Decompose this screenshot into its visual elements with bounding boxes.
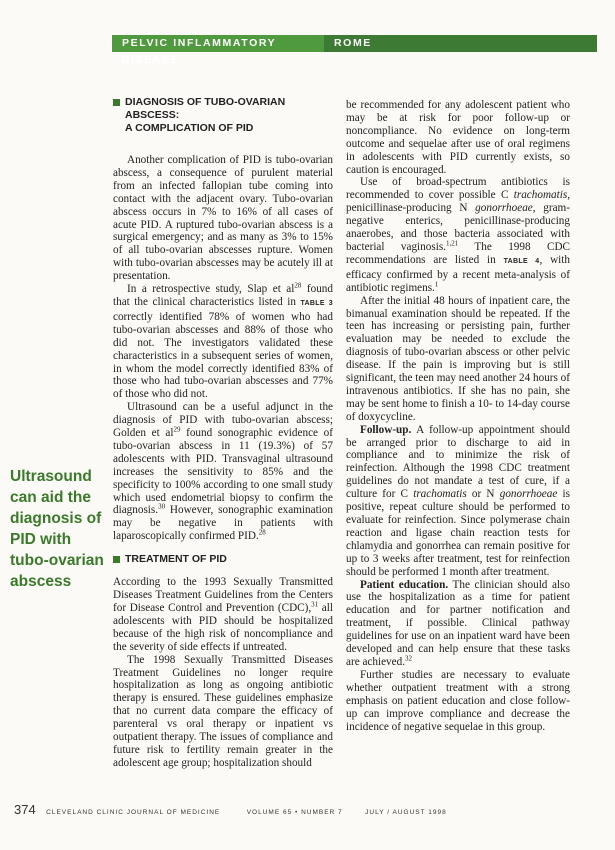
paragraph: The 1998 Sexually Transmitted Diseases Treatment Guidelines no longer require hospitalization as long as ongoing antibiotic therapy is ensured. These guidelines emphasize that no current data compare the efficacy of parenteral vs oral therapy or inpatient vs outpatient therapy. The issues of compliance and future risk to fertility remain greater in the adolescent age group; hospitalization should — [113, 653, 333, 769]
citation: 32 — [405, 654, 413, 663]
page-footer — [14, 801, 574, 819]
paragraph: Use of broad-spectrum antibiotics is recommended to cover possible C trachomatis, penicillinase-producing N gonorrhoeae, gram-negative enterics, penicillinase-producing anaerobes, and those bacteria associated with bacterial vaginosis.$^{1,21}$ The 1998 CDC recommendations are listed in TABLE 4, with efficacy confirmed by a recent meta-analysis of antibiotic regimens.$^1$ — [346, 176, 570, 294]
pull-quote-line: can aid the — [10, 489, 91, 506]
section-heading-tubo-ovarian: DIAGNOSIS OF TUBO-OVARIAN ABSCESS: A COMPLICATION OF PID — [113, 96, 333, 135]
citation: 1,21 — [445, 239, 459, 248]
pull-quote-line: diagnosis of — [10, 510, 102, 527]
pull-quote-line: PID with — [10, 531, 72, 548]
section-title: PELVIC INFLAMMATORY DISEASE — [112, 35, 324, 52]
square-bullet-icon — [113, 99, 120, 106]
citation: 28 — [294, 281, 302, 290]
section-heading-treatment: TREATMENT OF PID — [113, 553, 333, 566]
left-column — [113, 96, 333, 770]
table-reference: TABLE 3 — [300, 299, 333, 307]
journal-name: CLEVELAND CLINIC JOURNAL OF MEDICINE — [46, 809, 221, 816]
pull-quote-line: tubo-ovarian — [10, 552, 104, 569]
paragraph: In a retrospective study, Slap et $al^{28}$ found that the clinical characteristics listed in TABLE 3 correctly identified 78% of women who had tubo-ovarian abscesses and 88% of those who did not. The investigators validated these characteristics in a subsequent series of women, in whom the model correctly identified 83% of those who had tubo-ovarian abscesses and 77% of those who did not. — [113, 281, 333, 401]
citation: 30 — [158, 502, 166, 511]
journal-date: JULY / AUGUST 1998 — [365, 809, 447, 816]
author-name: ROME — [324, 35, 597, 52]
paragraph: Another complication of PID is tubo-ovarian abscess, a consequence of purulent material from an infected fallopian tube coming into contact with the adjacent ovary. Tubo-ovarian abscess occurs in 7% to 16% of all cases of acute PID. A ruptured tubo-ovarian abscess is a surgical emergency; and as many as 3% to 15% of all tubo-ovarian abscesses rupture. Women with tubo-ovarian abscesses may be acutely ill at presentation. — [113, 154, 333, 283]
table-reference: TABLE 4 — [503, 257, 540, 265]
square-bullet-icon — [113, 556, 120, 563]
citation: 1 — [434, 279, 439, 288]
paragraph: Follow-up. A follow-up appointment should be arranged prior to discharge to aid in compliance and to minimize the risk of reinfection. Although the 1998 CDC treatment guidelines do not mandate a test of cure, if a culture for C trachomatis or N gonorrhoeae is positive, repeat culture should be performed to evaluate for reinfection. Since polymerase chain reaction and ligase chain reaction tests for chlamydia and gonorrhea can remain positive for up to 3 weeks after treatment, test for reinfection should be performed 1 month after treatment. — [346, 423, 570, 578]
pull-quote-line: Ultrasound — [10, 468, 92, 485]
journal-volume: VOLUME 65 • NUMBER 7 — [246, 809, 343, 816]
paragraph: Ultrasound can be a useful adjunct in the diagnosis of PID with tubo-ovarian abscess; Golden et $al^{29}$ found sonographic evidence of tubo-ovarian abscess in 11 (19.3%) of 57 adolescents with PID. Transvaginal ultrasound increases the sensitivity to 85% and the specificity to 100% according to one small study which used endometrial biopsy to confirm the diagnosis.$^{30}$ However, sonographic examination may be negative in patients with laparoscopically confirmed PID.$^{28}$ — [113, 401, 333, 543]
paragraph: Further studies are necessary to evaluate whether outpatient treatment with a strong emphasis on patient education and close follow-up can improve compliance and decrease the incidence of negative sequelae in this group. — [346, 668, 570, 733]
running-header — [112, 35, 597, 66]
citation: 29 — [173, 425, 181, 434]
citation: 31 — [311, 600, 319, 609]
page-number: 374 — [14, 802, 36, 817]
run-in-heading: Patient education. — [360, 578, 449, 591]
run-in-heading: Follow-up. — [360, 423, 412, 436]
citation: 28 — [258, 528, 266, 537]
paragraph: Patient education. The clinician should also use the hospitalization as a time for patient education and for partner notification and treatment, if possible. Clinical pathway guidelines for use on an inpatient ward have been developed and can help ensure that these tasks are achieved.$^{32}$ — [346, 578, 570, 668]
paragraph: be recommended for any adolescent patient who may be at risk for poor follow-up or noncompliance. No evidence on long-term outcome and sequelae after use of oral regimens in adolescents with PID currently exists, so caution is encouraged. — [346, 99, 570, 176]
paragraph: After the initial 48 hours of inpatient care, the bimanual examination should be repeated. If the teen has increasing or persisting pain, further evaluation may be needed to exclude the diagnosis of tubo-ovarian abscess or other pelvic disease. If the pain is improving but is still significant, the teen may need another 24 hours of intravenous antibiotics. If she has no pain, she may be sent home to finish a 10- to 14-day course of doxycycline. — [346, 294, 570, 423]
pull-quote-line: abscess — [10, 573, 72, 590]
right-column — [346, 99, 570, 733]
paragraph: According to the 1993 Sexually Transmitted Diseases Treatment Guidelines from the Centers for Disease Control and Prevention (CDC),$^{31}$ all adolescents with PID should be hospitalized because of the high risk of noncompliance and the severity of side effects if untreated. — [113, 576, 333, 653]
pull-quote — [10, 466, 108, 592]
